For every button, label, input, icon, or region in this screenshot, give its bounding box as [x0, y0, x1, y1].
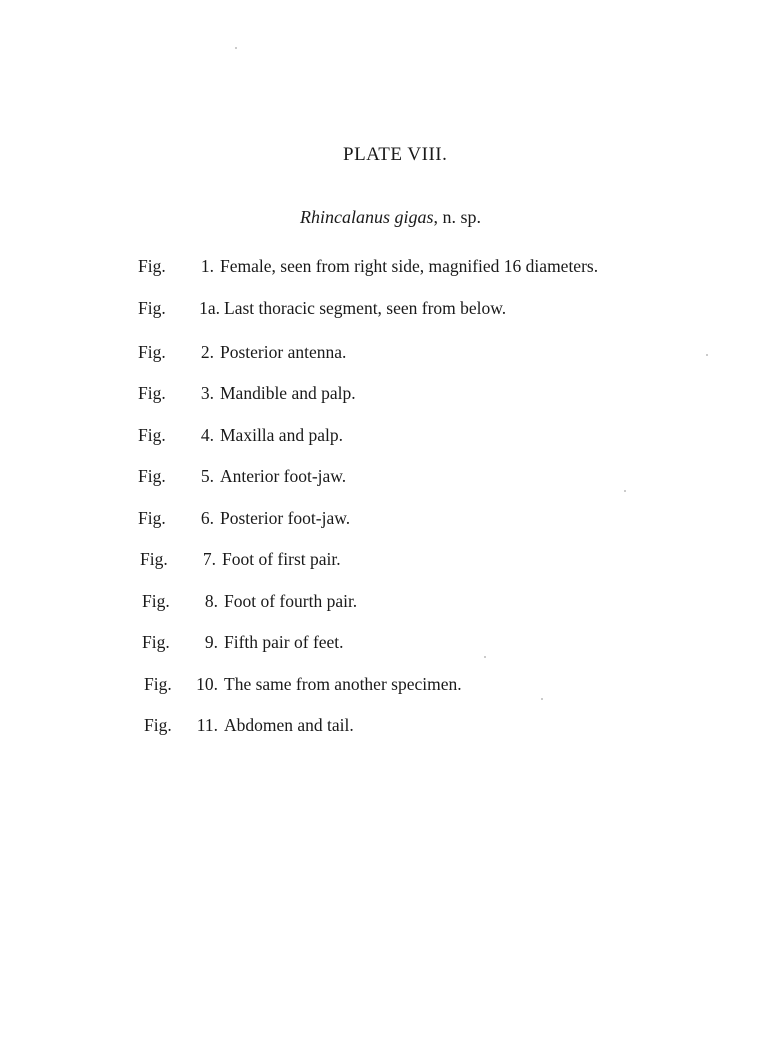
- figure-number: 10.: [196, 674, 218, 694]
- figure-item: [138, 256, 598, 277]
- figure-item: [144, 715, 354, 736]
- figure-label: Fig.: [138, 425, 166, 445]
- figure-number: 2.: [200, 342, 214, 362]
- figure-label: Fig.: [144, 715, 172, 735]
- paper-speck: [706, 354, 708, 356]
- paper-speck: [484, 656, 486, 658]
- figure-item: [142, 591, 357, 612]
- figure-label: Fig.: [144, 674, 172, 694]
- figure-number: 8.: [204, 591, 218, 611]
- figure-label: Fig.: [138, 256, 166, 276]
- figure-number: 7.: [202, 549, 216, 569]
- figure-item: [138, 508, 350, 529]
- figure-caption: The same from another specimen.: [224, 674, 462, 694]
- figure-number: 1.: [200, 256, 214, 276]
- figure-caption: Abdomen and tail.: [224, 715, 354, 735]
- figure-caption: Foot of first pair.: [222, 549, 341, 569]
- figure-number: 1a.: [199, 298, 220, 318]
- figure-item: [138, 298, 506, 319]
- paper-speck: [541, 698, 543, 700]
- paper-speck: [624, 490, 626, 492]
- figure-caption: Female, seen from right side, magnified 16 diameters.: [220, 256, 599, 276]
- figure-caption: Maxilla and palp.: [220, 425, 343, 445]
- figure-number: 3.: [200, 383, 214, 403]
- figure-item: [140, 549, 341, 570]
- figure-item: [144, 674, 462, 695]
- figure-caption: Foot of fourth pair.: [224, 591, 358, 611]
- figure-item: [138, 466, 346, 487]
- figure-label: Fig.: [138, 298, 166, 318]
- figure-label: Fig.: [138, 383, 166, 403]
- figure-label: Fig.: [142, 591, 170, 611]
- figure-number: 6.: [200, 508, 214, 528]
- figure-caption: Mandible and palp.: [220, 383, 356, 403]
- figure-caption: Fifth pair of feet.: [224, 632, 344, 652]
- figure-label: Fig.: [138, 342, 166, 362]
- paper-speck: [235, 47, 237, 49]
- figure-label: Fig.: [142, 632, 170, 652]
- figure-number: 11.: [196, 715, 218, 735]
- figure-item: [138, 383, 356, 404]
- figure-item: [138, 425, 343, 446]
- figure-label: Fig.: [138, 466, 166, 486]
- figure-caption: Anterior foot-jaw.: [220, 466, 347, 486]
- figure-number: 4.: [200, 425, 214, 445]
- figure-caption: Posterior antenna.: [220, 342, 347, 362]
- figure-number: 9.: [204, 632, 218, 652]
- figure-item: [142, 632, 344, 653]
- figure-number: 5.: [200, 466, 214, 486]
- figure-item: [138, 342, 346, 363]
- figure-caption: Last thoracic segment, seen from below.: [224, 298, 507, 318]
- plate-title: PLATE VIII.: [343, 144, 448, 165]
- figure-label: Fig.: [138, 508, 166, 528]
- species-name: Rhincalanus gigas: [300, 207, 434, 227]
- species-suffix: , n. sp.: [433, 207, 482, 227]
- figure-label: Fig.: [140, 549, 168, 569]
- figure-caption: Posterior foot-jaw.: [220, 508, 351, 528]
